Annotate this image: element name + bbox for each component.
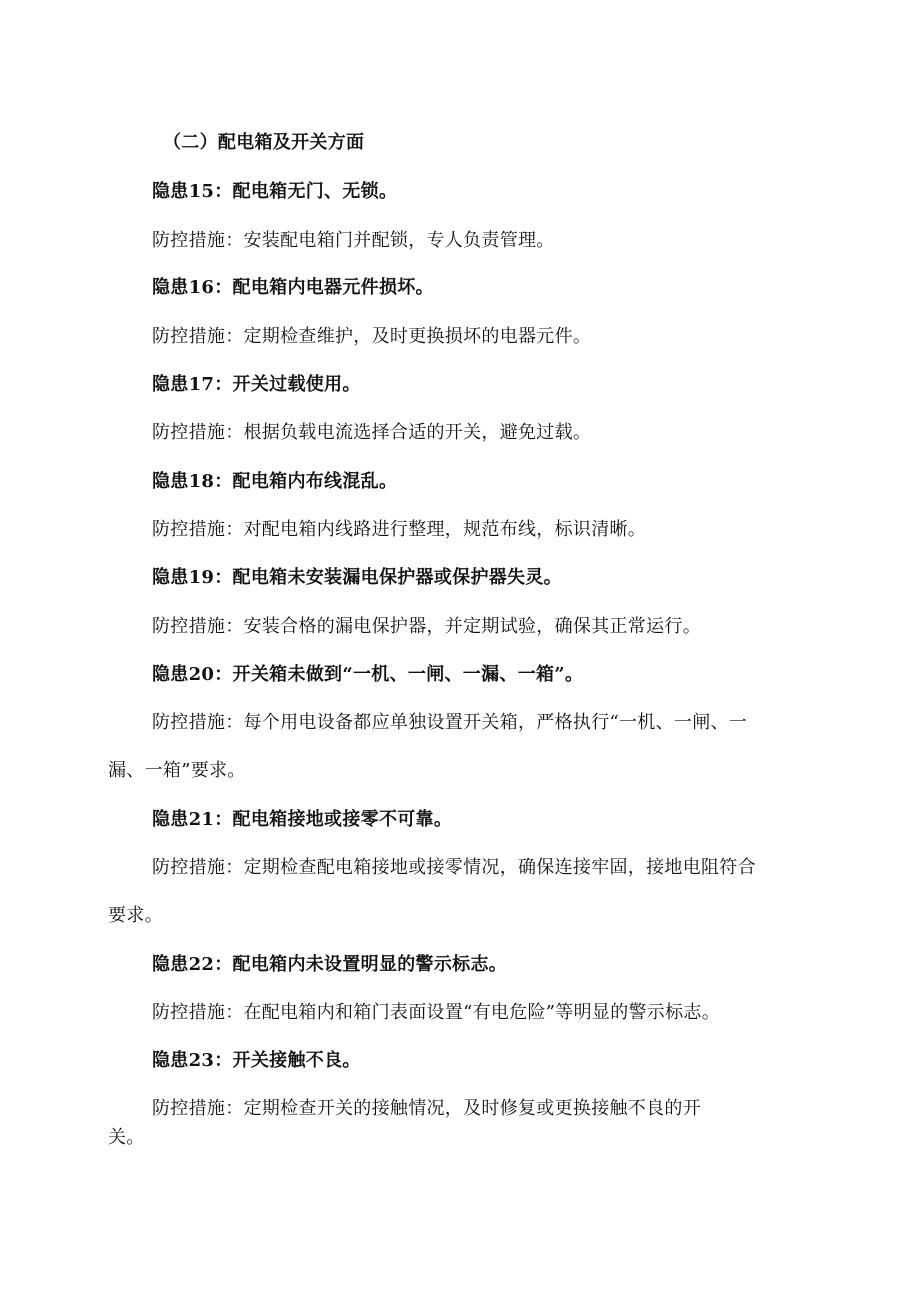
hazard-21: 隐患21：配电箱接地或接零不可靠。 [152,809,453,830]
hazard-16: 隐患16：配电箱内电器元件损坏。 [152,277,434,298]
measure-18: 防控措施：对配电箱内线路进行整理，规范布线，标识清晰。 [152,519,647,540]
hazard-17: 隐患17：开关过载使用。 [152,374,361,395]
measure-17: 防控措施：根据负载电流选择合适的开关，避免过载。 [152,422,592,443]
hazard-20: 隐患20：开关箱未做到“一机、一闸、一漏、一箱”。 [152,664,584,685]
measure-22: 防控措施：在配电箱内和箱门表面设置“有电危险”等明显的警示标志。 [152,1002,721,1023]
measure-19: 防控措施：安装合格的漏电保护器，并定期试验，确保其正常运行。 [152,616,701,637]
hazard-15: 隐患15：配电箱无门、无锁。 [152,181,398,202]
hazard-23: 隐患23：开关接触不良。 [152,1050,361,1071]
measure-20-line1: 防控措施：每个用电设备都应单独设置开关箱，严格执行“一机、一闸、一 [152,712,748,733]
measure-20-line2: 漏、一箱”要求。 [108,760,246,781]
section-title: （二）配电箱及开关方面 [163,132,365,153]
measure-23-line1: 防控措施：定期检查开关的接触情况，及时修复或更换接触不良的开 [152,1098,701,1119]
hazard-18: 隐患18：配电箱内布线混乱。 [152,471,398,492]
measure-21-line1: 防控措施：定期检查配电箱接地或接零情况，确保连接牢固，接地电阻符合 [152,857,756,878]
hazard-19: 隐患19：配电箱未安装漏电保护器或保护器失灵。 [152,567,562,588]
measure-16: 防控措施：定期检查维护，及时更换损坏的电器元件。 [152,326,592,347]
measure-21-line2: 要求。 [108,905,163,926]
hazard-22: 隐患22：配电箱内未设置明显的警示标志。 [152,954,508,975]
measure-23-line2: 关。 [108,1127,145,1148]
measure-15: 防控措施：安装配电箱门并配锁，专人负责管理。 [152,230,555,251]
